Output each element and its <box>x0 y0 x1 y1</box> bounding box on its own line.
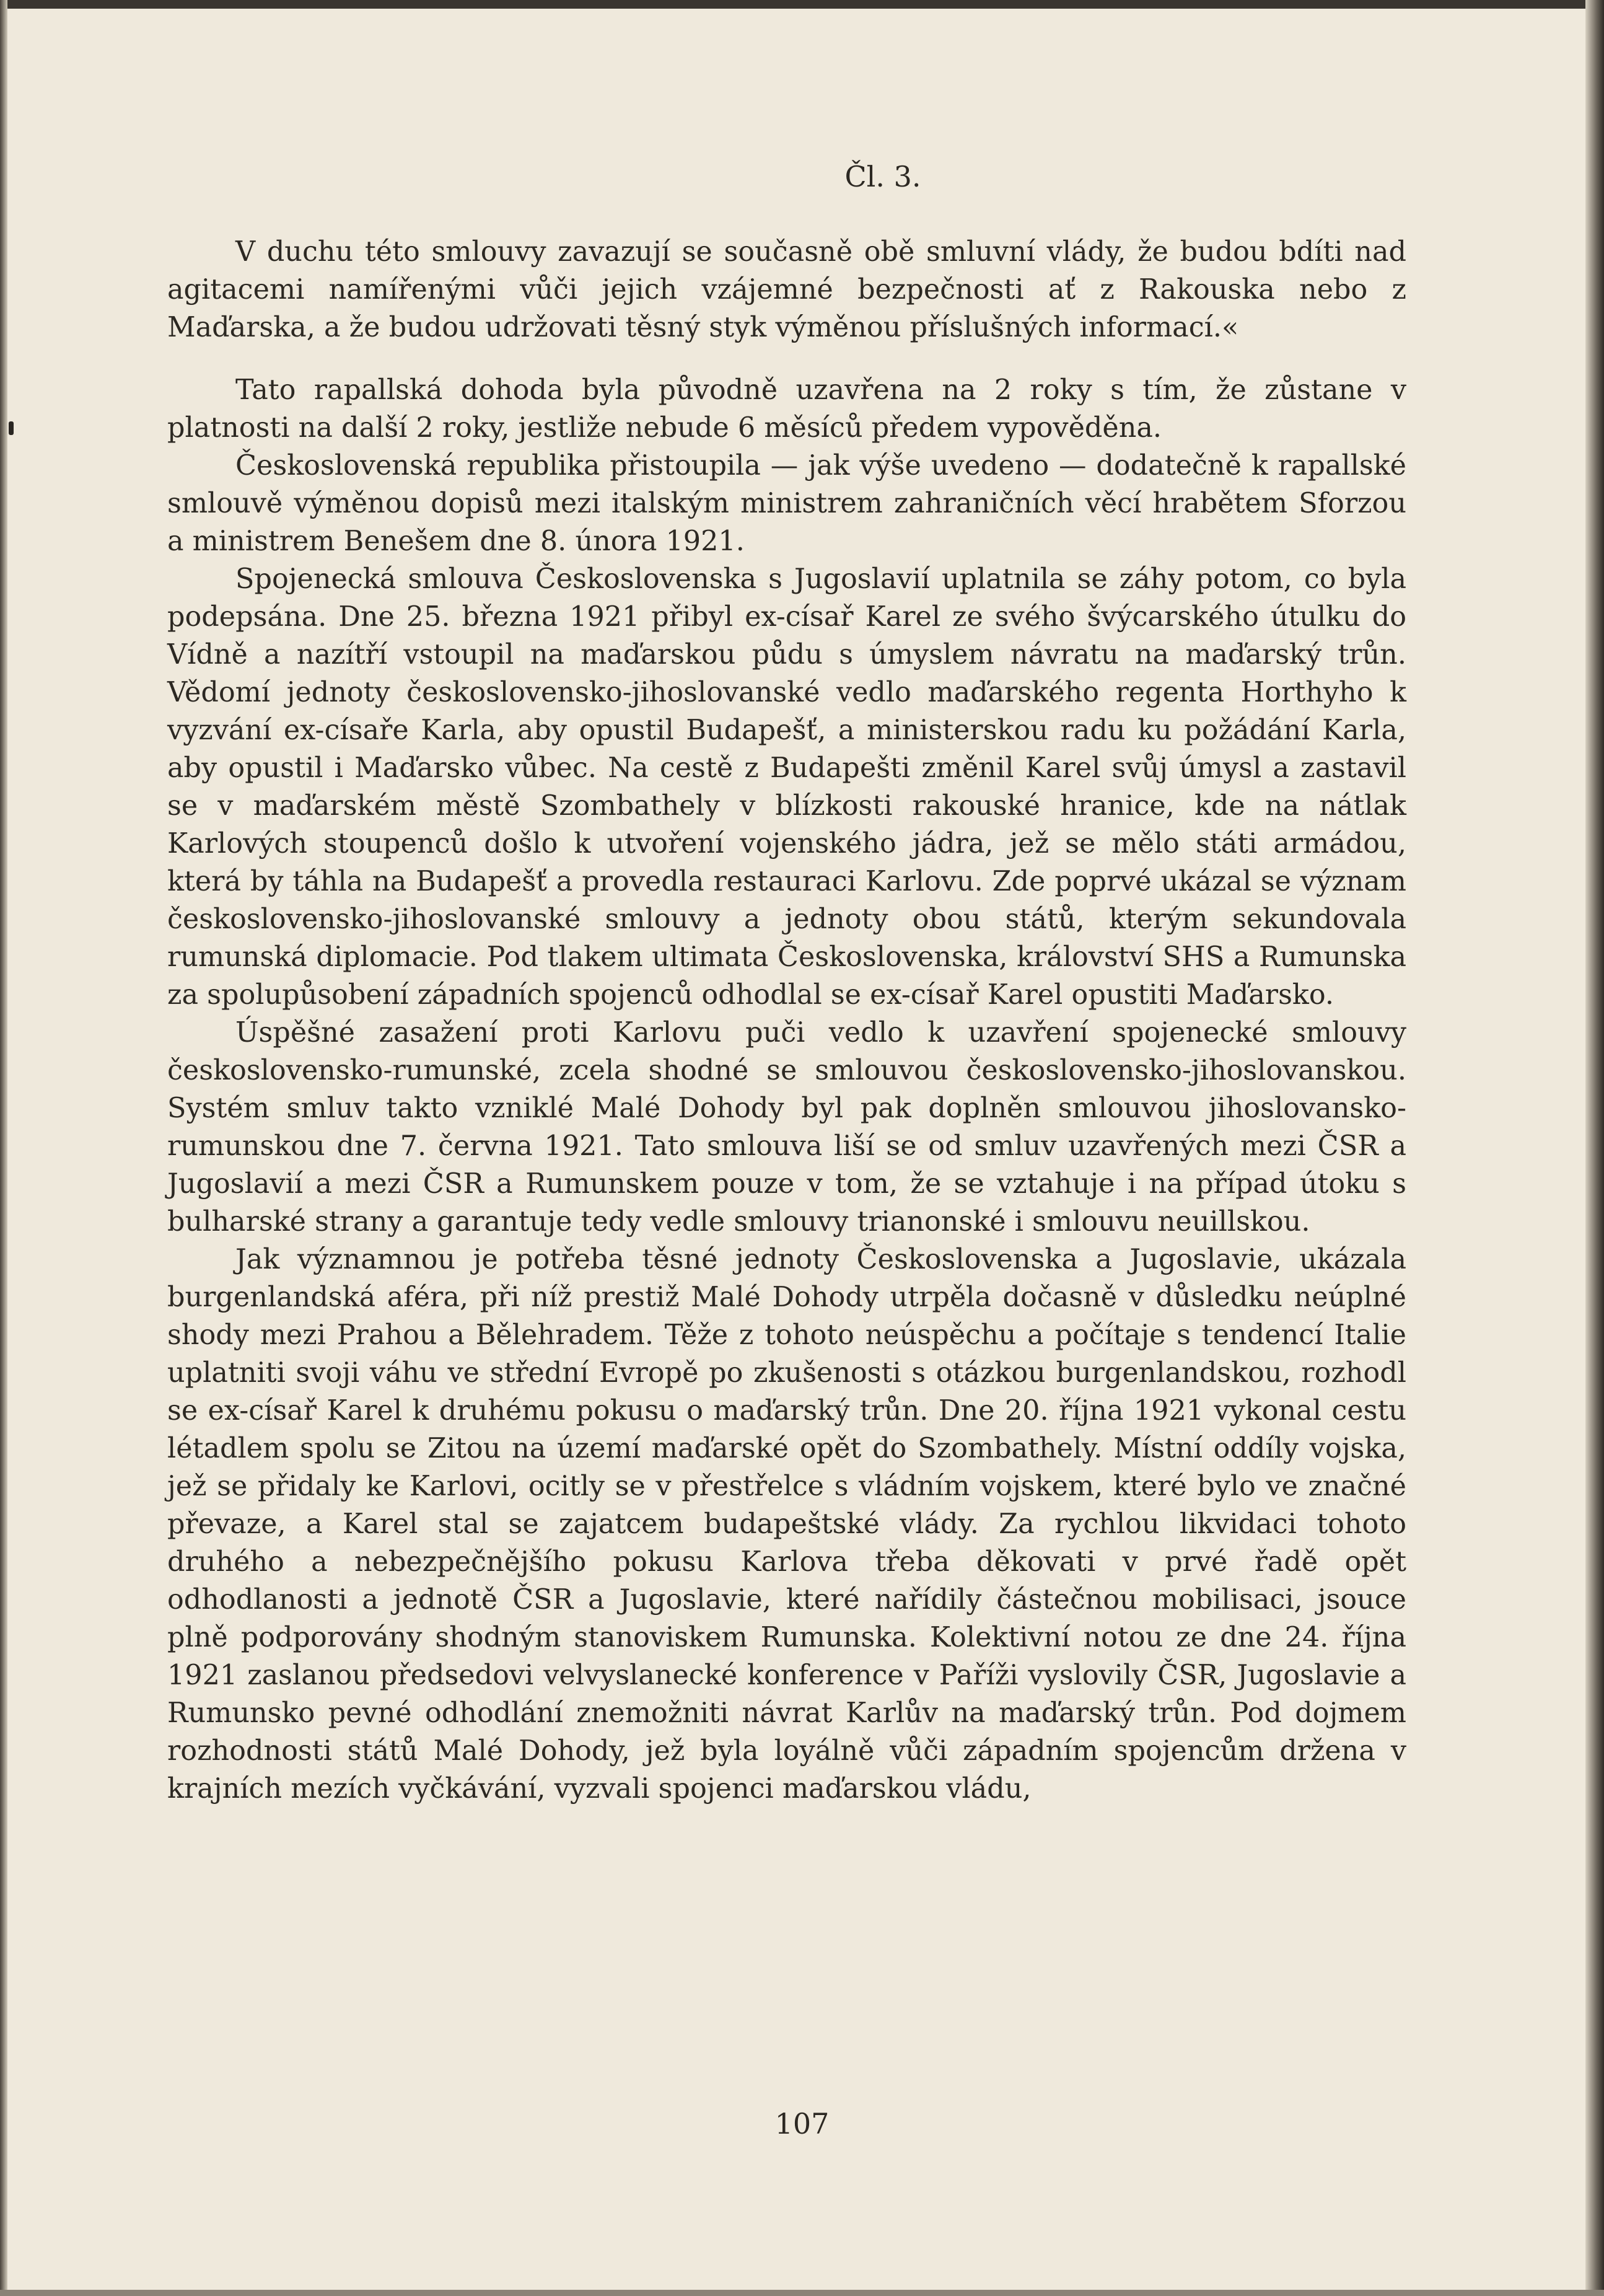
paragraph-3: Československá republika přistoupila — jak výše uvedeno — dodatečně k rapallské smlouvě výměnou dopisů mezi italským ministrem zahraničních věcí hrabětem Sforzou a ministrem Benešem dne 8. února 1921. <box>167 450 1406 557</box>
paragraph-1: V duchu této smlouvy zavazují se současně obě smluvní vlády, že budou bdíti nad agitacemi namířenými vůči jejich vzájemné bezpečnosti ať z Rakouska nebo z Maďarska, a že budou udržovati těsný styk výměnou příslušných informací.« <box>167 236 1406 343</box>
paragraph-5: Úspěšné zasažení proti Karlovu puči vedlo k uzavření spojenecké smlouvy československo-rumunské, zcela shodné se smlouvou československo-jihoslovanskou. Systém smluv takto vzniklé Malé Dohody byl pak doplněn smlouvou jihoslovansko-rumunskou dne 7. června 1921. Tato smlouva liší se od smluv uzavřených mezi ČSR a Jugoslavií a mezi ČSR a Rumunskem pouze v tom, že se vztahuje i na případ útoku s bulharské strany a garantuje tedy vedle smlouvy trianonské i smlouvu neuillskou. <box>167 1017 1406 1238</box>
page-bottom-edge <box>0 2290 1604 2296</box>
page-binding-edge <box>1585 0 1604 2296</box>
page-left-edge <box>0 0 7 2296</box>
paragraph-6: Jak významnou je potřeba těsné jednoty Československa a Jugoslavie, ukázala burgenlandská aféra, při níž prestiž Malé Dohody utrpěla dočasně v důsledku neúplné shody mezi Prahou a Bělehradem. Těže z tohoto neúspěchu a počítaje s tendencí Italie uplatniti svoji váhu ve střední Evropě po zkušenosti s otázkou burgenlandskou, rozhodl se ex-císař Karel k druhému pokusu o maďarský trůn. Dne 20. října 1921 vykonal cestu létadlem spolu se Zitou na území maďarské opět do Szombathely. Místní oddíly vojska, jež se přidaly ke Karlovi, ocitly se v přestřelce s vládním vojskem, které bylo ve značné převaze, a Karel stal se zajatcem budapeštské vlády. Za rychlou likvidaci tohoto druhého a nebezpečnějšího pokusu Karlova třeba děkovati v prvé řadě opět odhodlanosti a jednotě ČSR a Jugoslavie, které nařídily částečnou mobilisaci, jsouce plně podporovány shodným stanoviskem Rumunska. Kolektivní notou ze dne 24. října 1921 zaslanou předsedovi velvyslanecké konference v Paříži vyslovily ČSR, Jugoslavie a Rumunsko pevné odhodlání znemožniti návrat Karlův na maďarský trůn. Pod dojmem rozhodnosti států Malé Dohody, jež byla loyálně vůči západním spojencům držena v krajních mezích vyčkávání, vyzvali spojenci maďarskou vládu, <box>167 1244 1406 1805</box>
body-text <box>167 158 1406 1808</box>
paragraph-2: Tato rapallská dohoda byla původně uzavřena na 2 roky s tím, že zůstane v platnosti na další 2 roky, jestliže nebude 6 měsíců předem vypověděna. <box>167 374 1406 444</box>
page-number: 107 <box>774 2107 830 2140</box>
article-heading: Čl. 3. <box>844 160 921 193</box>
margin-mark <box>9 421 14 435</box>
page-top-edge <box>0 0 1604 9</box>
paragraph-4: Spojenecká smlouva Československa s Jugoslavií uplatnila se záhy potom, co byla podepsána. Dne 25. března 1921 přibyl ex-císař Karel ze svého švýcarského útulku do Vídně a nazítří vstoupil na maďarskou půdu s úmyslem návratu na maďarský trůn. Vědomí jednoty československo-jihoslovanské vedlo maďarského regenta Horthyho k vyzvání ex-císaře Karla, aby opustil Budapešť, a ministerskou radu ku požádání Karla, aby opustil i Maďarsko vůbec. Na cestě z Budapešti změnil Karel svůj úmysl a zastavil se v maďarském městě Szombathely v blízkosti rakouské hranice, kde na nátlak Karlových stoupenců došlo k utvoření vojenského jádra, jež se mělo státi armádou, která by táhla na Budapešť a provedla restauraci Karlovu. Zde poprvé ukázal se význam československo-jihoslovanské smlouvy a jednoty obou států, kterým sekundovala rumunská diplomacie. Pod tlakem ultimata Československa, království SHS a Rumunska za spolupůsobení západních spojenců odhodlal se ex-císař Karel opustiti Maďarsko. <box>167 563 1406 1011</box>
